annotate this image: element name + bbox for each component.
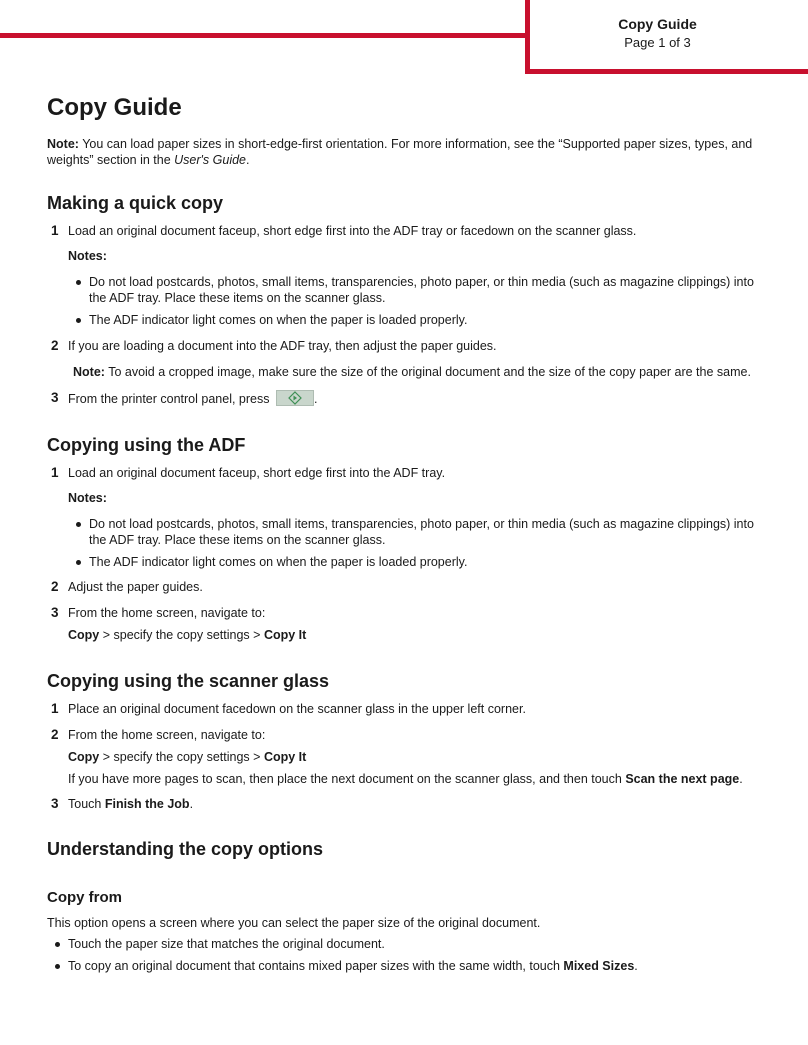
users-guide-reference: User's Guide — [174, 153, 247, 167]
step-number: 2 — [51, 579, 59, 594]
header-title: Copy Guide — [618, 16, 697, 32]
header-rule-vertical — [525, 0, 530, 74]
adf-menu-path — [68, 627, 772, 643]
adf-notes-label: Notes: — [68, 491, 107, 505]
adf-step-1 — [47, 465, 772, 481]
scan-next-page-label: Scan the next page — [625, 772, 740, 786]
step-text: Load an original document faceup, short edge first into the ADF tray. — [68, 466, 446, 480]
step-text-after: . — [313, 392, 318, 406]
step-number: 1 — [51, 223, 59, 238]
quick-copy-notes — [47, 274, 772, 328]
start-button-icon — [276, 390, 314, 406]
step-number: 3 — [51, 605, 59, 620]
step-text-before: From the printer control panel, press — [68, 392, 273, 406]
more-pages-end: . — [739, 772, 743, 786]
section-heading-adf: Copying using the ADF — [47, 435, 246, 455]
bullet-text-end: . — [634, 959, 638, 973]
menu-path-middle: > specify the copy settings > — [99, 750, 264, 764]
more-pages-text: If you have more pages to scan, then place the next document on the scanner glass, and then touch — [68, 772, 626, 786]
menu-path-middle: > specify the copy settings > — [99, 628, 264, 642]
copy-from-bullets — [47, 936, 772, 974]
list-item: Touch the paper size that matches the original document. — [47, 936, 772, 952]
glass-step-2 — [47, 727, 772, 787]
header-page-number: Page 1 of 3 — [624, 35, 691, 50]
adf-step-3 — [47, 605, 772, 643]
adf-step-2 — [47, 579, 772, 595]
step-number: 1 — [51, 701, 59, 716]
quick-copy-step-1 — [47, 223, 772, 239]
adf-notes — [47, 516, 772, 570]
step-text-after: . — [189, 797, 194, 811]
copy-from-description: This option opens a screen where you can select the paper size of the original document. — [47, 916, 541, 930]
list-item: Do not load postcards, photos, small items, transparencies, photo paper, or thin media (such as magazine clippings) into the ADF tray. Place these items on the scanner glass. — [68, 516, 772, 548]
header-rule-tab — [525, 69, 808, 74]
quick-copy-step-2-note — [47, 364, 772, 380]
step-text: If you are loading a document into the ADF tray, then adjust the paper guides. — [68, 339, 497, 353]
step-number: 3 — [51, 390, 59, 405]
step-number: 1 — [51, 465, 59, 480]
subsection-heading-copy-from: Copy from — [47, 889, 122, 906]
list-item — [47, 958, 772, 974]
menu-path-end: Copy It — [263, 750, 307, 764]
step-text — [68, 796, 772, 812]
glass-menu-path — [68, 749, 772, 765]
section-heading-quick-copy: Making a quick copy — [47, 193, 224, 213]
intro-note-label: Note: — [47, 137, 79, 151]
step-text-before: Touch — [68, 797, 105, 811]
glass-step-1 — [47, 701, 772, 717]
menu-path-end: Copy It — [263, 628, 307, 642]
step-text: From the home screen, navigate to: — [68, 606, 266, 620]
quick-copy-step-2 — [47, 338, 772, 354]
section-heading-copy-options: Understanding the copy options — [47, 839, 324, 859]
intro-note — [47, 136, 772, 168]
running-header — [560, 16, 755, 51]
step-number: 3 — [51, 796, 59, 811]
intro-note-end: . — [246, 153, 250, 167]
step-number: 2 — [51, 338, 59, 353]
document-body — [47, 93, 772, 974]
quick-copy-notes-label: Notes: — [68, 249, 107, 263]
glass-step-3 — [47, 796, 772, 812]
step-text: From the home screen, navigate to: — [68, 728, 266, 742]
step-text — [68, 390, 772, 407]
bullet-text: To copy an original document that contains mixed paper sizes with the same width, touch — [68, 959, 564, 973]
glass-more-pages — [68, 771, 772, 787]
header-rule — [0, 33, 530, 38]
step-text: Adjust the paper guides. — [68, 580, 203, 594]
section-heading-scanner-glass: Copying using the scanner glass — [47, 671, 330, 691]
quick-copy-step-3 — [47, 390, 772, 407]
page-title: Copy Guide — [47, 94, 182, 121]
intro-note-text: You can load paper sizes in short-edge-first orientation. For more information, see the “Supported paper sizes, types, and weights” section in the — [47, 137, 753, 167]
menu-path-start: Copy — [68, 628, 100, 642]
list-item: Do not load postcards, photos, small items, transparencies, photo paper, or thin media (such as magazine clippings) into the ADF tray. Place these items on the scanner glass. — [68, 274, 772, 306]
note-text: To avoid a cropped image, make sure the size of the original document and the size of the copy paper are the same. — [104, 365, 751, 379]
step-text: Place an original document facedown on the scanner glass in the upper left corner. — [68, 702, 526, 716]
step-number: 2 — [51, 727, 59, 742]
list-item: The ADF indicator light comes on when the paper is loaded properly. — [68, 554, 772, 570]
note-label: Note: — [73, 365, 105, 379]
mixed-sizes-label: Mixed Sizes — [563, 959, 635, 973]
list-item: The ADF indicator light comes on when the paper is loaded properly. — [68, 312, 772, 328]
finish-job-label: Finish the Job — [104, 797, 190, 811]
menu-path-start: Copy — [68, 750, 100, 764]
step-text: Load an original document faceup, short edge first into the ADF tray or facedown on the scanner glass. — [68, 224, 637, 238]
